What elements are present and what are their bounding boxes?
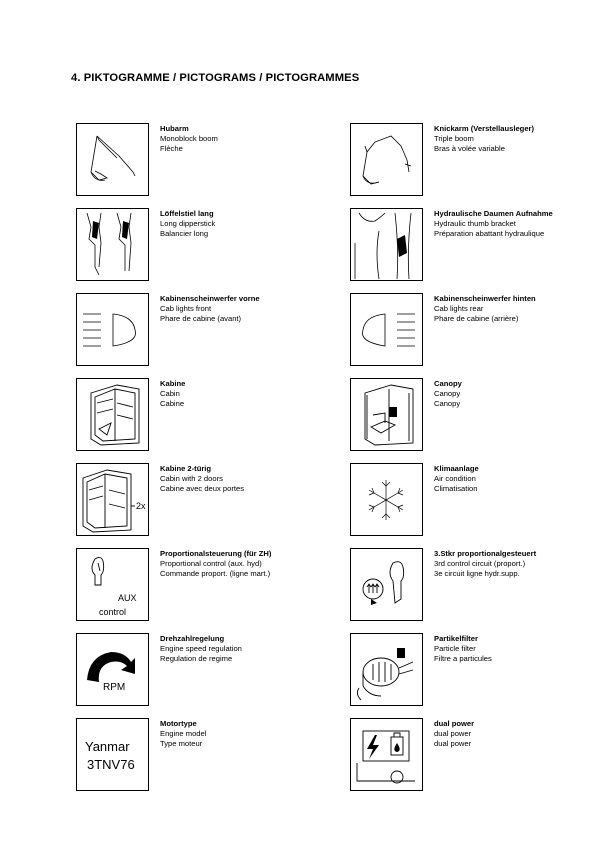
- label-en: Cabin: [160, 389, 180, 398]
- label-de: Kabinenscheinwerfer vorne: [160, 294, 260, 303]
- engine-brand: Yanmar: [85, 739, 130, 754]
- cabin-two-doors-icon: [76, 463, 149, 536]
- label-de: Hubarm: [160, 124, 189, 133]
- third-circuit-joystick-icon: [350, 548, 423, 621]
- label-de: Motortype: [160, 719, 197, 728]
- label-en: dual power: [434, 729, 472, 738]
- label-en: Proportional control (aux. hyd): [160, 559, 262, 568]
- label-fr: Phare de cabine (avant): [160, 314, 242, 323]
- label-de: Kabine 2-türig: [160, 464, 212, 473]
- label-de: Kabinenscheinwerfer hinten: [434, 294, 536, 303]
- label-de: Canopy: [434, 379, 462, 388]
- label-fr: Type moteur: [160, 739, 203, 748]
- label-en: Engine model: [160, 729, 207, 738]
- label-de: Partikelfilter: [434, 634, 478, 643]
- triple-boom-icon: [350, 123, 423, 196]
- label-en: Triple boom: [434, 134, 474, 143]
- cabin-icon: [76, 378, 149, 451]
- label-de: Löffelstiel lang: [160, 209, 214, 218]
- label-de: dual power: [434, 719, 475, 728]
- label-en: Particle filter: [434, 644, 476, 653]
- label-fr: Bras à volée variable: [434, 144, 505, 153]
- label-de: Drehzahlregelung: [160, 634, 225, 643]
- canopy-icon: [350, 378, 423, 451]
- snowflake-icon: [350, 463, 423, 536]
- label-fr: Cabine avec deux portes: [160, 484, 245, 493]
- label-de: Hydraulische Daumen Aufnahme: [434, 209, 553, 218]
- label-fr: Climatisation: [434, 484, 478, 493]
- label-de: Knickarm (Verstellausleger): [434, 124, 535, 133]
- label-en: Hydraulic thumb bracket: [434, 219, 516, 228]
- page-title: 4. PIKTOGRAMME / PICTOGRAMS / PICTOGRAMMES: [71, 72, 360, 84]
- label-fr: Préparation abattant hydraulique: [434, 229, 545, 238]
- label-en: Cab lights front: [160, 304, 212, 313]
- label-de: Kabine: [160, 379, 186, 388]
- label-en: Cabin with 2 doors: [160, 474, 223, 483]
- label-fr: Canopy: [434, 399, 461, 408]
- label-en: Monoblock boom: [160, 134, 218, 143]
- label-en: Canopy: [434, 389, 461, 398]
- label-en: 3rd control circuit (proport.): [434, 559, 526, 568]
- label-en: Long dipperstick: [160, 219, 216, 228]
- particle-filter-icon: [350, 633, 423, 706]
- label-fr: Regulation de regime: [160, 654, 233, 663]
- rpm-arrow-icon: [76, 633, 149, 706]
- label-fr: Flèche: [160, 144, 183, 153]
- monoblock-boom-icon: [76, 123, 149, 196]
- label-de: Klimaanlage: [434, 464, 479, 473]
- label-fr: Filtre a particules: [434, 654, 492, 663]
- engine-model-icon: [76, 718, 149, 791]
- label-fr: Balancier long: [160, 229, 209, 238]
- aux-label: AUX: [118, 593, 137, 603]
- joystick-icon: [76, 548, 149, 621]
- label-en: Air condition: [434, 474, 476, 483]
- hydraulic-thumb-icon: [350, 208, 423, 281]
- engine-model: 3TNV76: [87, 757, 135, 772]
- label-fr: Phare de cabine (arrière): [434, 314, 519, 323]
- badge-2x: 2x: [136, 501, 146, 511]
- cab-light-rear-icon: [350, 293, 423, 366]
- label-fr: Cabine: [160, 399, 185, 408]
- label-de: 3.Stkr proportionalgesteuert: [434, 549, 537, 558]
- label-de: Proportionalsteuerung (für ZH): [160, 549, 272, 558]
- rpm-label: RPM: [103, 682, 126, 693]
- label-fr: Commande proport. (ligne mart.): [160, 569, 271, 578]
- dual-power-icon: [350, 718, 423, 791]
- long-dipperstick-icon: [76, 208, 149, 281]
- control-label: control: [99, 607, 127, 617]
- label-fr: 3e circuit ligne hydr.supp.: [434, 569, 520, 578]
- label-en: Cab lights rear: [434, 304, 484, 313]
- label-en: Engine speed regulation: [160, 644, 242, 653]
- label-fr: dual power: [434, 739, 472, 748]
- cab-light-front-icon: [76, 293, 149, 366]
